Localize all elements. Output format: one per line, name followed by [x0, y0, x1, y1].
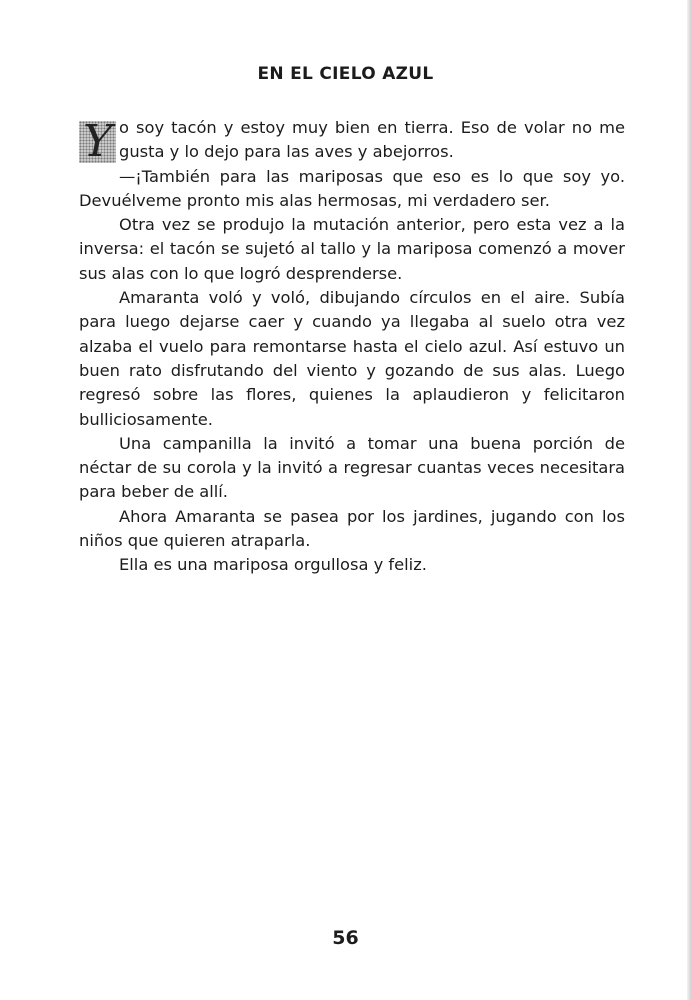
paragraph-2: —¡También para las mariposas que eso es lo que soy yo. Devuélveme pronto mis alas hermosas, mi verdadero ser. — [79, 166, 625, 210]
drop-cap — [79, 116, 116, 167]
paragraph-4: Amaranta voló y voló, dibujando círculos en el aire. Subía para luego dejarse caer y cuando ya llegaba al suelo otra vez alzaba el vuelo para remontarse hasta el cielo azul. Así estuvo un buen rato disfrutando del viento y gozando de sus alas. Luego regresó sobre las flores, quienes la aplaudieron y felicitaron bulliciosamente. — [79, 288, 625, 429]
paragraph-1-text: o soy tacón y estoy muy bien en tierra. Eso de volar no me gusta y lo dejo para las aves y abejorros. — [119, 118, 625, 162]
paragraph-6: Ahora Amaranta se pasea por los jardines, jugando con los niños que quieren atraparla. — [79, 506, 625, 551]
paragraph-5: Una campanilla la invitó a tomar una buena porción de néctar de su corola y la invitó a regresar cuantas veces necesitara para beber de allí. — [79, 433, 625, 502]
paragraph-7: Ella es una mariposa orgullosa y feliz. — [119, 555, 427, 575]
paragraph-1 — [79, 116, 625, 165]
page-number: 56 — [332, 927, 359, 949]
body-text — [79, 116, 625, 578]
chapter-title: EN EL CIELO AZUL — [257, 64, 434, 84]
drop-cap-letter: Y — [82, 116, 113, 167]
paragraph-3: Otra vez se produjo la mutación anterior, pero esta vez a la inversa: el tacón se sujetó al tallo y la mariposa comenzó a mover sus alas con lo que logró desprenderse. — [79, 215, 625, 283]
page-edge — [687, 0, 691, 1000]
